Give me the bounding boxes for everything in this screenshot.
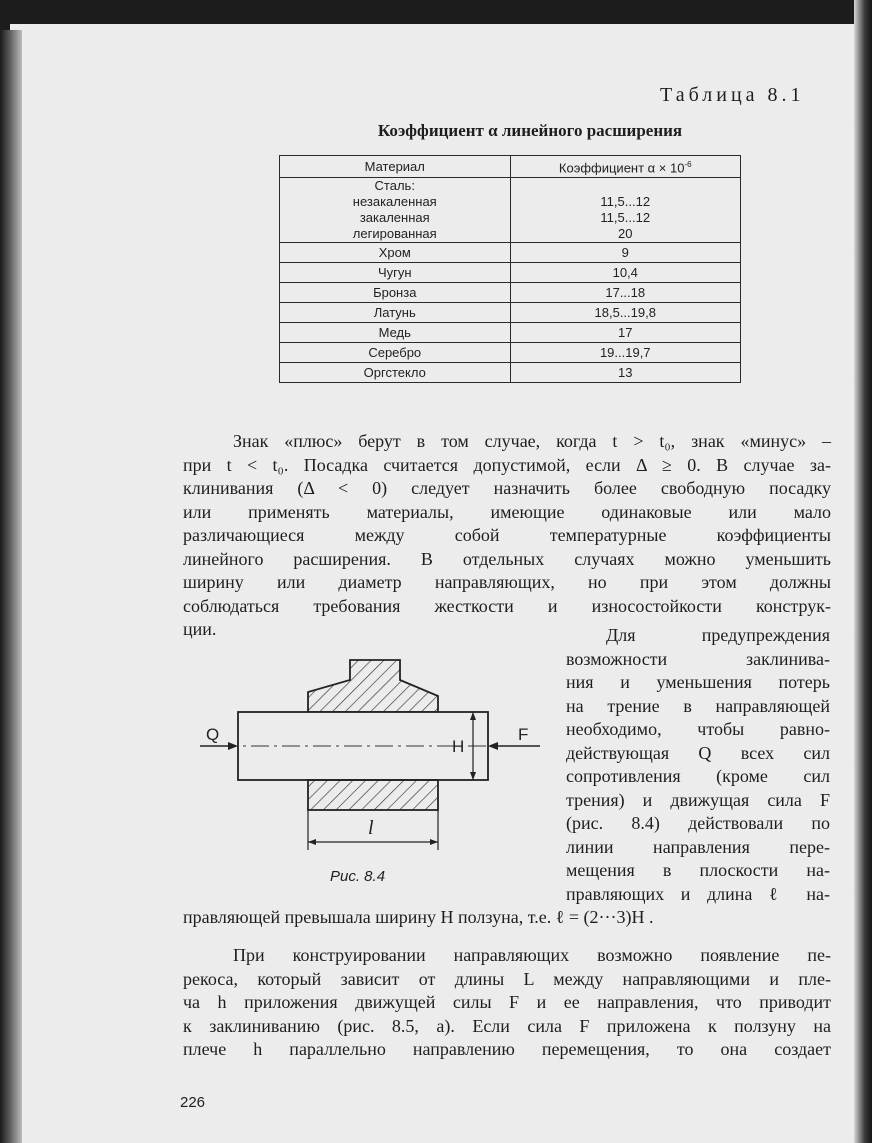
header-material: Материал <box>280 156 511 178</box>
label-h: H <box>452 737 465 756</box>
continuation-line: правляющей превышала ширину H ползуна, т.е. ℓ = (2···3)H . <box>183 907 654 927</box>
cell-steel-material: Сталь: незакаленная закаленная легированная <box>280 178 511 243</box>
table-row: Медь 17 <box>280 323 741 343</box>
table-row: Бронза 17...18 <box>280 283 741 303</box>
slider-lower <box>308 780 438 810</box>
table-caption: Коэффициент α линейного расширения <box>377 121 683 140</box>
label-l: l <box>368 817 374 839</box>
side-text: Для предупреждения возможности заклинива- ния и уменьшения потерь на трение в направляющей необходимо, чтобы равно- действующая Q всех сил сопротивления (кроме сил трения) и движущая сила F (рис. 8.4) действовали по линии направления пере- мещения в плоскости на- правляющих и длина ℓ на- <box>566 625 830 904</box>
arrow-f <box>488 742 498 750</box>
table-row-steel <box>280 178 741 243</box>
label-q: Q <box>206 725 220 744</box>
page-edge-shadow <box>854 0 872 1143</box>
figure-8-4 <box>190 650 550 890</box>
cell-steel-values: 11,5...12 11,5...12 20 <box>510 178 741 243</box>
paragraph-2: При конструировании направляющих возможно появление пе- рекоса, который зависит от длины L между направляющими и пле- ча h приложения движущей силы F и ее направления, что приводит к заклиниванию (рис. 8.5, а). Если сила F приложена к ползуну на плече h параллельно направлению перемещения, то она создает <box>183 945 831 1059</box>
coefficient-table <box>279 155 741 383</box>
page-number: 226 <box>180 1094 206 1111</box>
header-coefficient: Коэффициент $\alpha \times 10^{-6}$ <box>510 156 741 178</box>
paragraph-1: Знак «плюс» берут в том случае, когда t > t₀, знак «минус» – при t < t₀. Посадка считается допустимой, если Δ ≥ 0. В случае за- клинивания (Δ < 0) следует назначить более свободную посадку или применять материалы, имеющие одинаковые или мало различающиеся между собой температурные коэффициенты линейного расширения. В отдельных случаях можно уменьшить ширину или диаметр направляющих, но при этом должны соблюдаться требования жесткости и износостойкости конструк- ции. <box>183 431 831 639</box>
label-f: F <box>518 725 529 744</box>
book-spine-shadow <box>0 30 22 1143</box>
table-row: Латунь 18,5...19,8 <box>280 303 741 323</box>
table-row: Хром 9 <box>280 243 741 263</box>
table-row: Серебро 19...19,7 <box>280 343 741 363</box>
slider-upper <box>308 660 438 712</box>
table-number: Таблица 8.1 <box>660 84 805 106</box>
table-row: Чугун 10,4 <box>280 263 741 283</box>
table-row: Оргстекло 13 <box>280 363 741 383</box>
figure-caption: Рис. 8.4 <box>330 868 386 885</box>
arrow-q <box>228 742 238 750</box>
table-header-row <box>280 156 741 178</box>
